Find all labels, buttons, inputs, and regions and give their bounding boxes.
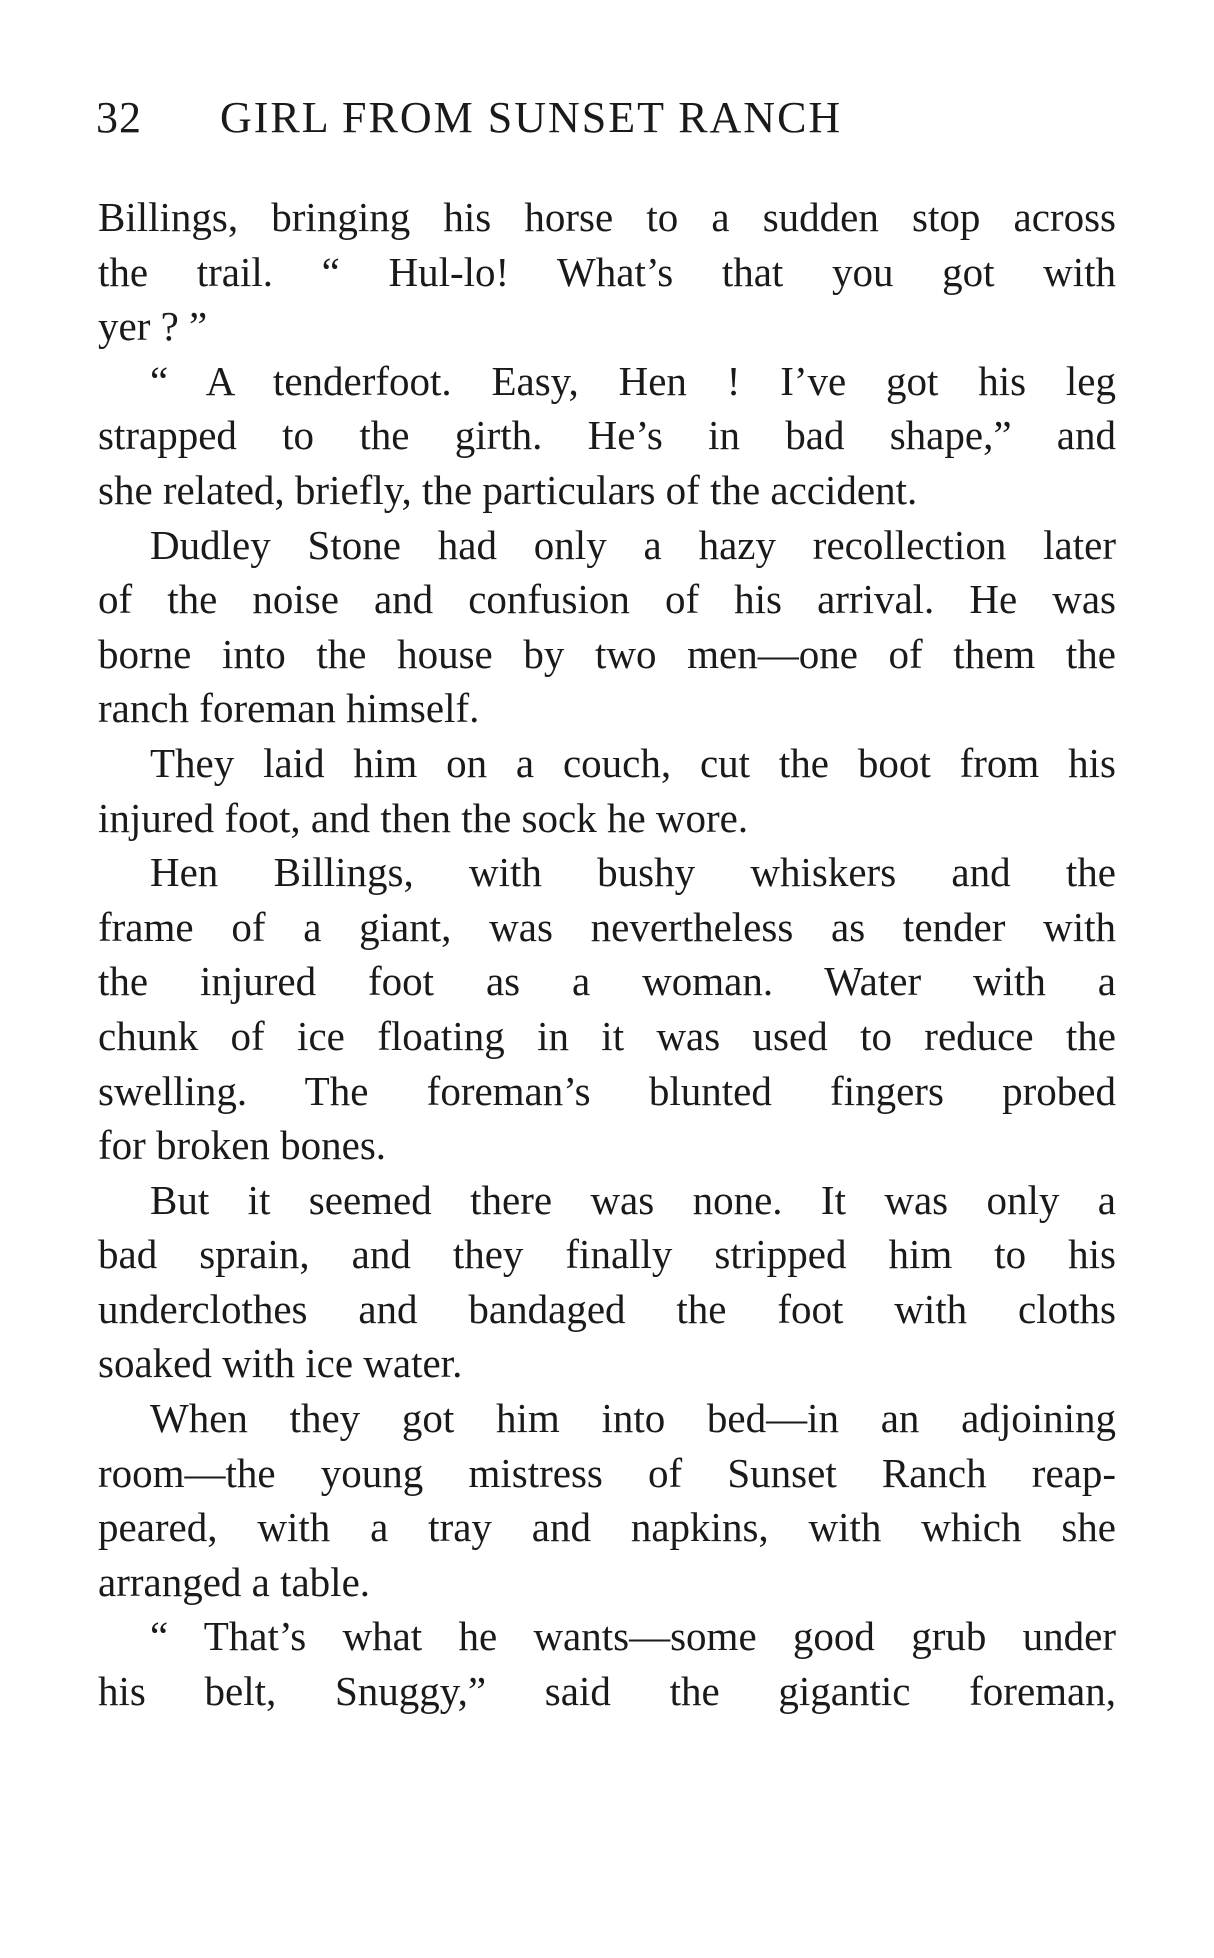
text-line: Billings, bringing his horse to a sudden stop across <box>98 194 1116 240</box>
text-line: Dudley Stone had only a hazy recollection later <box>150 521 1116 568</box>
page-number: 32 <box>96 93 142 142</box>
text-line: room—the young mistress of Sunset Ranch reap- <box>98 1449 1116 1496</box>
text-line: injured foot, and then the sock he wore. <box>98 794 749 841</box>
text-line: strapped to the girth. He’s in bad shape,” and <box>98 412 1116 459</box>
text-line: borne into the house by two men—one of them the <box>98 630 1116 677</box>
text-line: bad sprain, and they finally stripped him to his <box>98 1231 1116 1278</box>
text-line: They laid him on a couch, cut the boot from his <box>150 739 1116 786</box>
running-title: GIRL FROM SUNSET RANCH <box>220 93 843 142</box>
text-line: she related, briefly, the particulars of the accident. <box>98 466 918 513</box>
text-line: of the noise and confusion of his arrival. He was <box>98 576 1116 623</box>
text-line: “ That’s what he wants—some good grub under <box>150 1613 1116 1660</box>
text-line: for broken bones. <box>98 1122 387 1169</box>
text-line: ranch foreman himself. <box>98 685 480 732</box>
body-text <box>98 190 1116 1719</box>
text-line: “ A tenderfoot. Easy, Hen ! I’ve got his leg <box>150 357 1116 404</box>
text-line: his belt, Snuggy,” said the gigantic foreman, <box>98 1668 1116 1715</box>
text-line: swelling. The foreman’s blunted fingers probed <box>98 1067 1116 1114</box>
text-line: yer ? ” <box>98 303 208 350</box>
text-line: chunk of ice floating in it was used to reduce the <box>98 1012 1116 1059</box>
text-line: peared, with a tray and napkins, with which she <box>98 1504 1116 1551</box>
text-line: the trail. “ Hul-lo! What’s that you got with <box>98 248 1116 295</box>
text-line: Hen Billings, with bushy whiskers and the <box>150 849 1116 896</box>
text-line: the injured foot as a woman. Water with a <box>98 958 1116 1005</box>
text-line: underclothes and bandaged the foot with cloths <box>98 1285 1116 1332</box>
text-line: soaked with ice water. <box>98 1340 463 1387</box>
text-line: frame of a giant, was nevertheless as tender with <box>98 903 1116 950</box>
text-line: When they got him into bed—in an adjoining <box>150 1395 1116 1442</box>
text-line: arranged a table. <box>98 1558 371 1605</box>
text-line: But it seemed there was none. It was only a <box>150 1176 1116 1223</box>
running-head <box>96 88 1116 148</box>
